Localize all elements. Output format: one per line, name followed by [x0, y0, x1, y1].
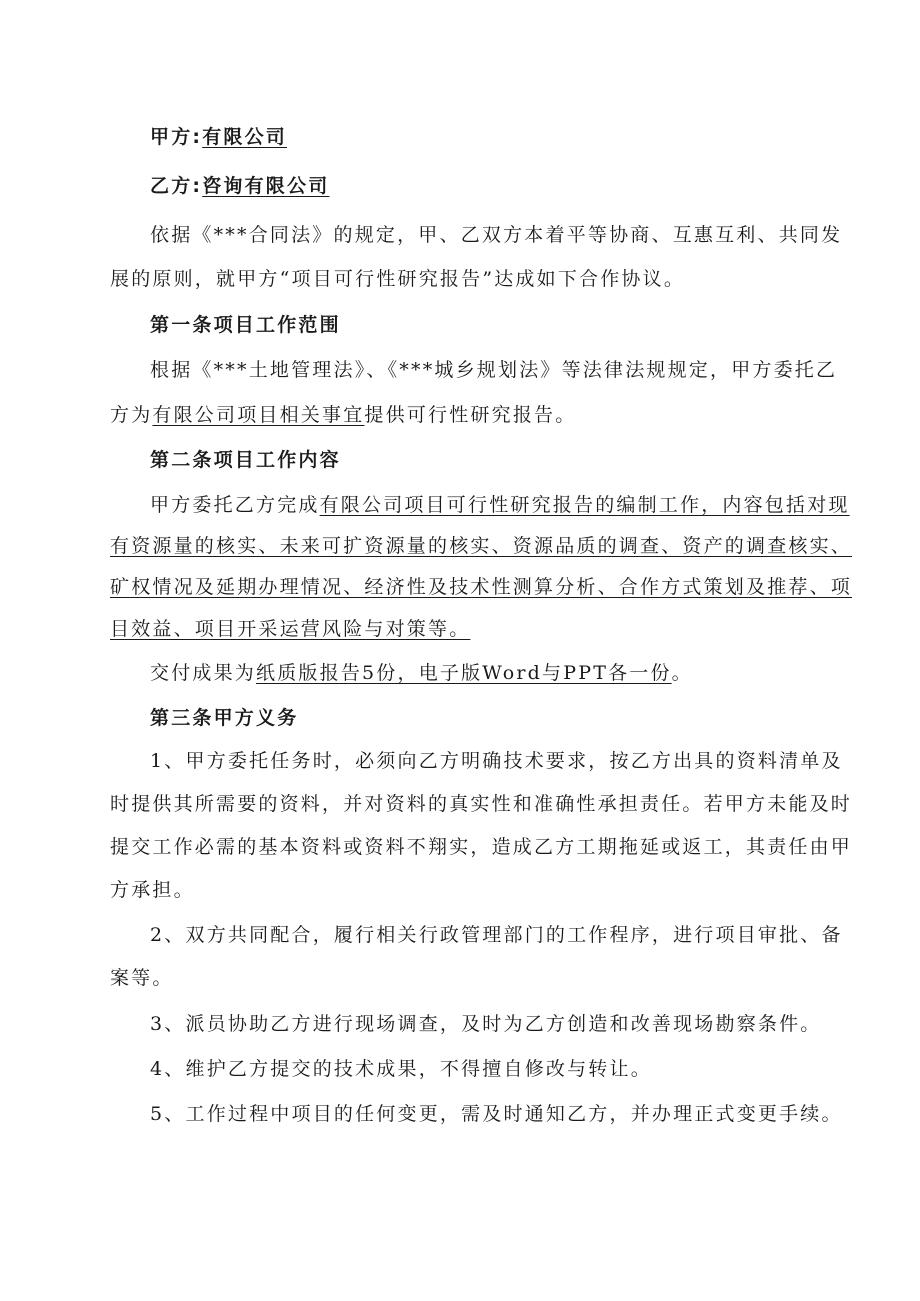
party-a-name: 有限公司	[202, 126, 288, 148]
party-a-line	[150, 125, 287, 149]
article-3-item-1-line-1: 1、甲方委托任务时，必须向乙方明确技术要求，按乙方出具的资料清单及	[150, 750, 843, 772]
article-1-line-2	[110, 403, 576, 427]
deliverable-underlined: 纸质版报告5份，电子版Word与PPT各一份	[256, 662, 672, 684]
party-b-name: 咨询有限公司	[202, 175, 330, 197]
article-1-line-2-underlined: 有限公司项目相关事宜	[152, 404, 365, 426]
article-3-item-5: 5、工作过程中项目的任何变更，需及时通知乙方，并办理正式变更手续。	[150, 1103, 843, 1125]
deliverable-prefix: 交付成果为	[150, 662, 257, 684]
article-1-heading: 第一条项目工作范围	[150, 314, 341, 336]
article-2-line-3: 矿权情况及延期办理情况、经济性及技术性测算分析、合作方式策划及推荐、项	[110, 576, 853, 598]
article-3-heading: 第三条甲方义务	[150, 707, 299, 729]
party-b-line	[150, 174, 329, 198]
preamble-line-2: 展的原则，就甲方“项目可行性研究报告”达成如下合作协议。	[110, 268, 686, 290]
article-1-line-1: 根据《***土地管理法》、《***城乡规划法》等法律法规规定，甲方委托乙	[150, 359, 838, 381]
article-3-item-1-line-2: 时提供其所需要的资料，并对资料的真实性和准确性承担责任。若甲方未能及时	[110, 793, 853, 815]
article-3-item-2-line-1: 2、双方共同配合，履行相关行政管理部门的工作程序，进行项目审批、备	[150, 924, 843, 946]
article-3-item-1-line-4: 方承担。	[110, 879, 195, 901]
article-2-line-1-prefix: 甲方委托乙方完成	[150, 494, 320, 516]
party-a-label: 甲方:	[150, 126, 203, 148]
article-2-deliverable	[150, 661, 693, 685]
article-1-line-2-prefix: 方为	[110, 404, 153, 426]
article-2-line-1	[150, 493, 850, 517]
article-3-item-4: 4、维护乙方提交的技术成果，不得擅自修改与转让。	[150, 1058, 652, 1080]
article-2-line-4: 目效益、项目开采运营风险与对策等。	[110, 618, 471, 640]
preamble-line-1: 依据《***合同法》的规定，甲、乙双方本着平等协商、互惠互利、共同发	[150, 224, 843, 246]
article-3-item-2-line-2: 案等。	[110, 967, 174, 989]
article-2-heading: 第二条项目工作内容	[150, 449, 341, 471]
article-2-line-1-underlined: 有限公司项目可行性研究报告的编制工作，内容包括对现	[319, 494, 850, 516]
article-3-item-1-line-3: 提交工作必需的基本资料或资料不翔实，造成乙方工期拖延或返工，其责任由甲	[110, 836, 853, 858]
article-1-line-2-suffix: 提供可行性研究报告。	[364, 404, 577, 426]
party-b-label: 乙方:	[150, 175, 203, 197]
article-3-item-3: 3、派员协助乙方进行现场调查，及时为乙方创造和改善现场勘察条件。	[150, 1013, 822, 1035]
deliverable-suffix: 。	[671, 662, 693, 684]
article-2-line-2: 有资源量的核实、未来可扩资源量的核实、资源品质的调查、资产的调查核实、	[110, 535, 853, 557]
